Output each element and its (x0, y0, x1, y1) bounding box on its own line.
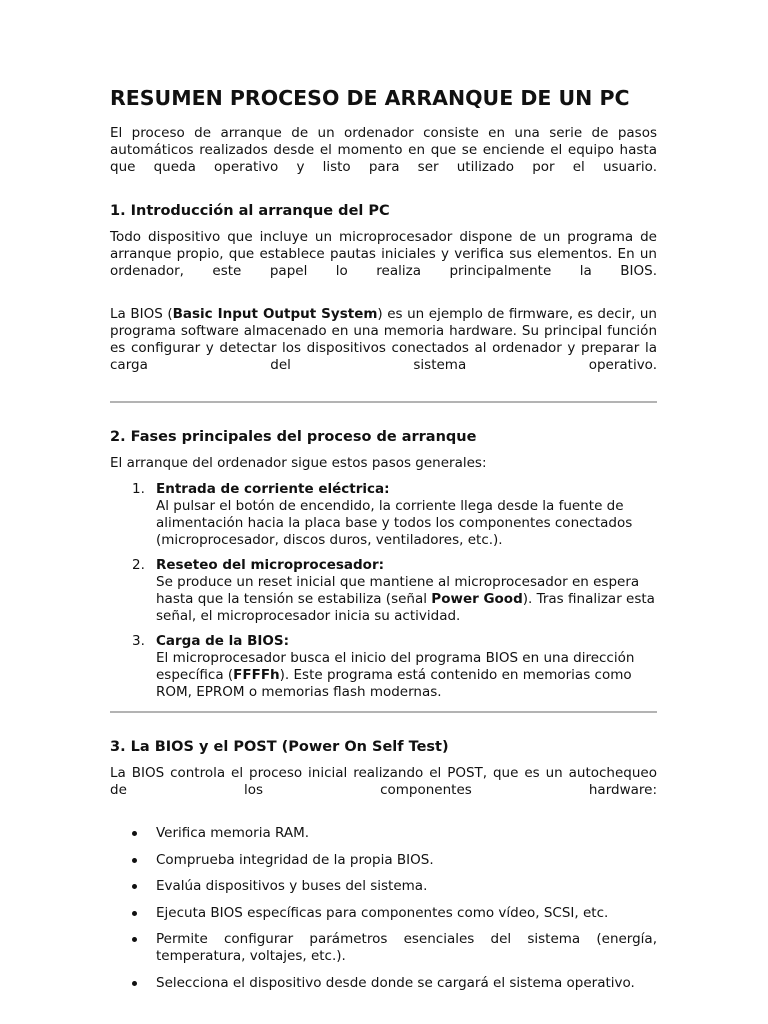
list-item (110, 905, 657, 922)
step-title: Carga de la BIOS: (156, 633, 290, 649)
bullet-icon (132, 858, 137, 863)
list-item-text: Selecciona el dispositivo desde donde se cargará el sistema operativo. (156, 974, 635, 991)
section-2-heading: 2. Fases principales del proceso de arranque (110, 429, 477, 445)
list-item-text: Verifica memoria RAM. (156, 825, 310, 841)
document-content (110, 86, 657, 1001)
bullet-icon (132, 937, 137, 942)
bold-term: FFFFh (233, 667, 280, 683)
section-3-intro: La BIOS controla el proceso inicial realizando el POST, que es un autochequeo de los componentes hardware: (110, 765, 657, 798)
step-number: 1. (132, 481, 145, 497)
list-item-text: Ejecuta BIOS específicas para componentes como vídeo, SCSI, etc. (156, 904, 609, 921)
section-divider (110, 401, 657, 403)
intro-paragraph: El proceso de arranque de un ordenador consiste en una serie de pasos automáticos realizados desde el momento en que se enciende el equipo hasta que queda operativo y listo para ser utilizado por el usuario. (110, 125, 657, 175)
section-2-intro: El arranque del ordenador sigue estos pasos generales: (110, 455, 487, 471)
text-span: ). Tras finalizar esta señal, el microprocesador inicia su actividad. (156, 591, 655, 624)
section-3-heading: 3. La BIOS y el POST (Power On Self Test) (110, 739, 449, 755)
step-item (110, 557, 657, 625)
step-text (156, 574, 657, 625)
step-text: Al pulsar el botón de encendido, la corriente llega desde la fuente de alimentación hacia la placa base y todos los componentes conectados (microprocesador, discos duros, ventiladores, etc.). (156, 498, 633, 548)
bullet-icon (132, 831, 137, 836)
list-item (110, 825, 657, 842)
bullet-icon (132, 884, 137, 889)
bullet-icon (132, 911, 137, 916)
text-span: ). Este programa está contenido en memorias como ROM, EPROM o memorias flash modernas. (156, 667, 632, 700)
section-1-paragraph-2 (110, 306, 657, 391)
section-1-paragraph-1: Todo dispositivo que incluye un microprocesador dispone de un programa de arranque propio, que establece pautas iniciales y verifica sus elementos. En un ordenador, este papel lo realiza principalmente la BIOS. (110, 229, 657, 279)
step-item (110, 481, 657, 549)
step-item (110, 633, 657, 701)
text-span: El microprocesador busca el inicio del programa BIOS en una dirección específica ( (156, 650, 635, 683)
text-span: La BIOS ( (110, 306, 173, 322)
text-span: ) es un ejemplo de firmware, es decir, un programa software almacenado en una memoria hardware. Su principal función es configurar y detectar los dispositivos conectados al ordenador y preparar la carga del sistema operativo. (110, 306, 657, 373)
section-1-heading: 1. Introducción al arranque del PC (110, 203, 390, 219)
step-title: Entrada de corriente eléctrica: (156, 481, 390, 497)
bullet-icon (132, 981, 137, 986)
text-span: Se produce un reset inicial que mantiene al microprocesador en espera hasta que la tensión se estabiliza (señal (156, 574, 640, 607)
list-item (110, 852, 657, 869)
list-item-text: Comprueba integridad de la propia BIOS. (156, 851, 434, 868)
steps-list (110, 481, 657, 701)
list-item-text: Evalúa dispositivos y buses del sistema. (156, 878, 428, 894)
bold-term: Basic Input Output System (172, 306, 378, 322)
document-title: RESUMEN PROCESO DE ARRANQUE DE UN PC (110, 86, 630, 110)
step-text (156, 650, 657, 701)
post-checks-list (110, 825, 657, 992)
list-item-text: Permite configurar parámetros esenciales del sistema (energía, temperatura, voltajes, etc.). (156, 931, 657, 964)
list-item (110, 975, 657, 992)
section-divider (110, 711, 657, 713)
step-number: 3. (132, 633, 145, 649)
bold-term: Power Good (431, 591, 523, 607)
step-number: 2. (132, 557, 145, 573)
list-item (110, 931, 657, 965)
step-title: Reseteo del microprocesador: (156, 557, 384, 573)
list-item (110, 878, 657, 895)
